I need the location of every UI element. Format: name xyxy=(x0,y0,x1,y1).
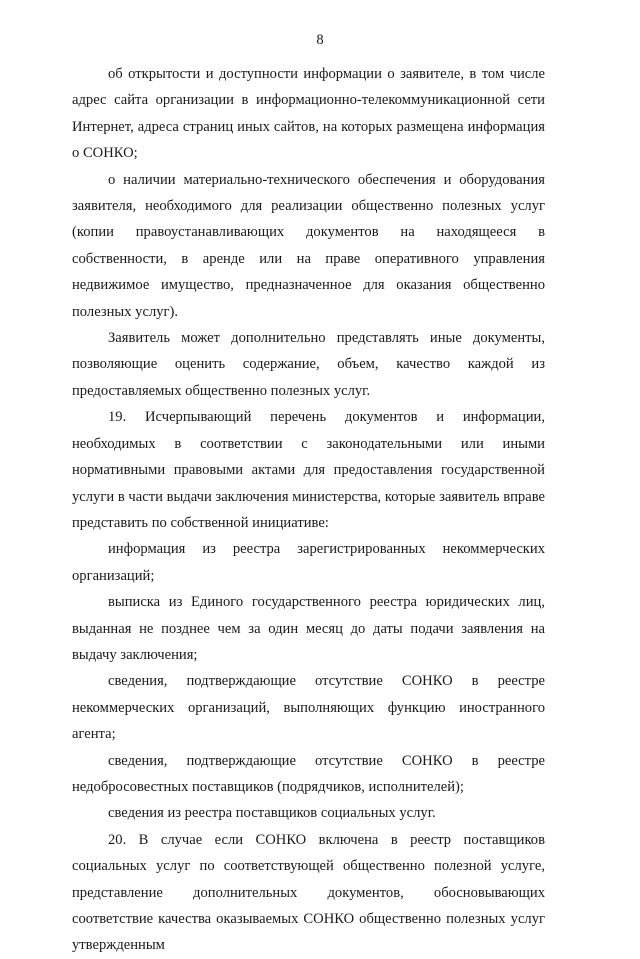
paragraph-additional-documents: Заявитель может дополнительно представлять иные документы, позволяющие оценить содержание, объем, качество каждой из предоставляемых общественно полезных услуг. xyxy=(72,330,545,399)
paragraph-social-services-registry: сведения из реестра поставщиков социальных услуг. xyxy=(108,805,436,822)
paragraph-egrul-extract: выписка из Единого государственного реестра юридических лиц, выданная не позднее чем за один месяц до даты подачи заявления на выдачу заключения; xyxy=(72,594,545,663)
paragraph-foreign-agent-registry: сведения, подтверждающие отсутствие СОНКО в реестре некоммерческих организаций, выполняющих функцию иностранного агента; xyxy=(72,673,545,743)
page-number: 8 xyxy=(316,32,324,48)
document-body xyxy=(72,61,545,959)
paragraph-clause-19: 19. Исчерпывающий перечень документов и информации, необходимых в соответствии с законодательными или иными нормативными правовыми актами для предоставления государственной услуги в части выдачи заключения министерства, которые заявитель вправе представить по собственной инициативе: xyxy=(72,409,545,531)
paragraph-nko-registry-info: информация из реестра зарегистрированных некоммерческих организаций; xyxy=(72,541,545,584)
paragraph-unfair-suppliers-registry: сведения, подтверждающие отсутствие СОНКО в реестре недобросовестных поставщиков (подрядчиков, исполнителей); xyxy=(72,752,545,795)
paragraph-material-technical-support: о наличии материально-технического обеспечения и оборудования заявителя, необходимого для реализации общественно полезных услуг (копии правоустанавливающих документов на находящееся в собственности, в аренде или на праве оперативного управления недвижимое имущество, предназначенное для оказания общественно полезных услуг). xyxy=(72,171,545,320)
paragraph-clause-20: 20. В случае если СОНКО включена в реестр поставщиков социальных услуг по соответствующей общественно полезной услуге, представление дополнительных документов, обосновывающих соответствие качества оказываемых СОНКО общественно полезных услуг утвержденным xyxy=(72,831,545,954)
paragraph-sonko-openness-info: об открытости и доступности информации о заявителе, в том числе адрес сайта организации в информационно-телекоммуникационной сети Интернет, адреса страниц иных сайтов, на которых размещена информация о СОНКО; xyxy=(72,66,545,162)
